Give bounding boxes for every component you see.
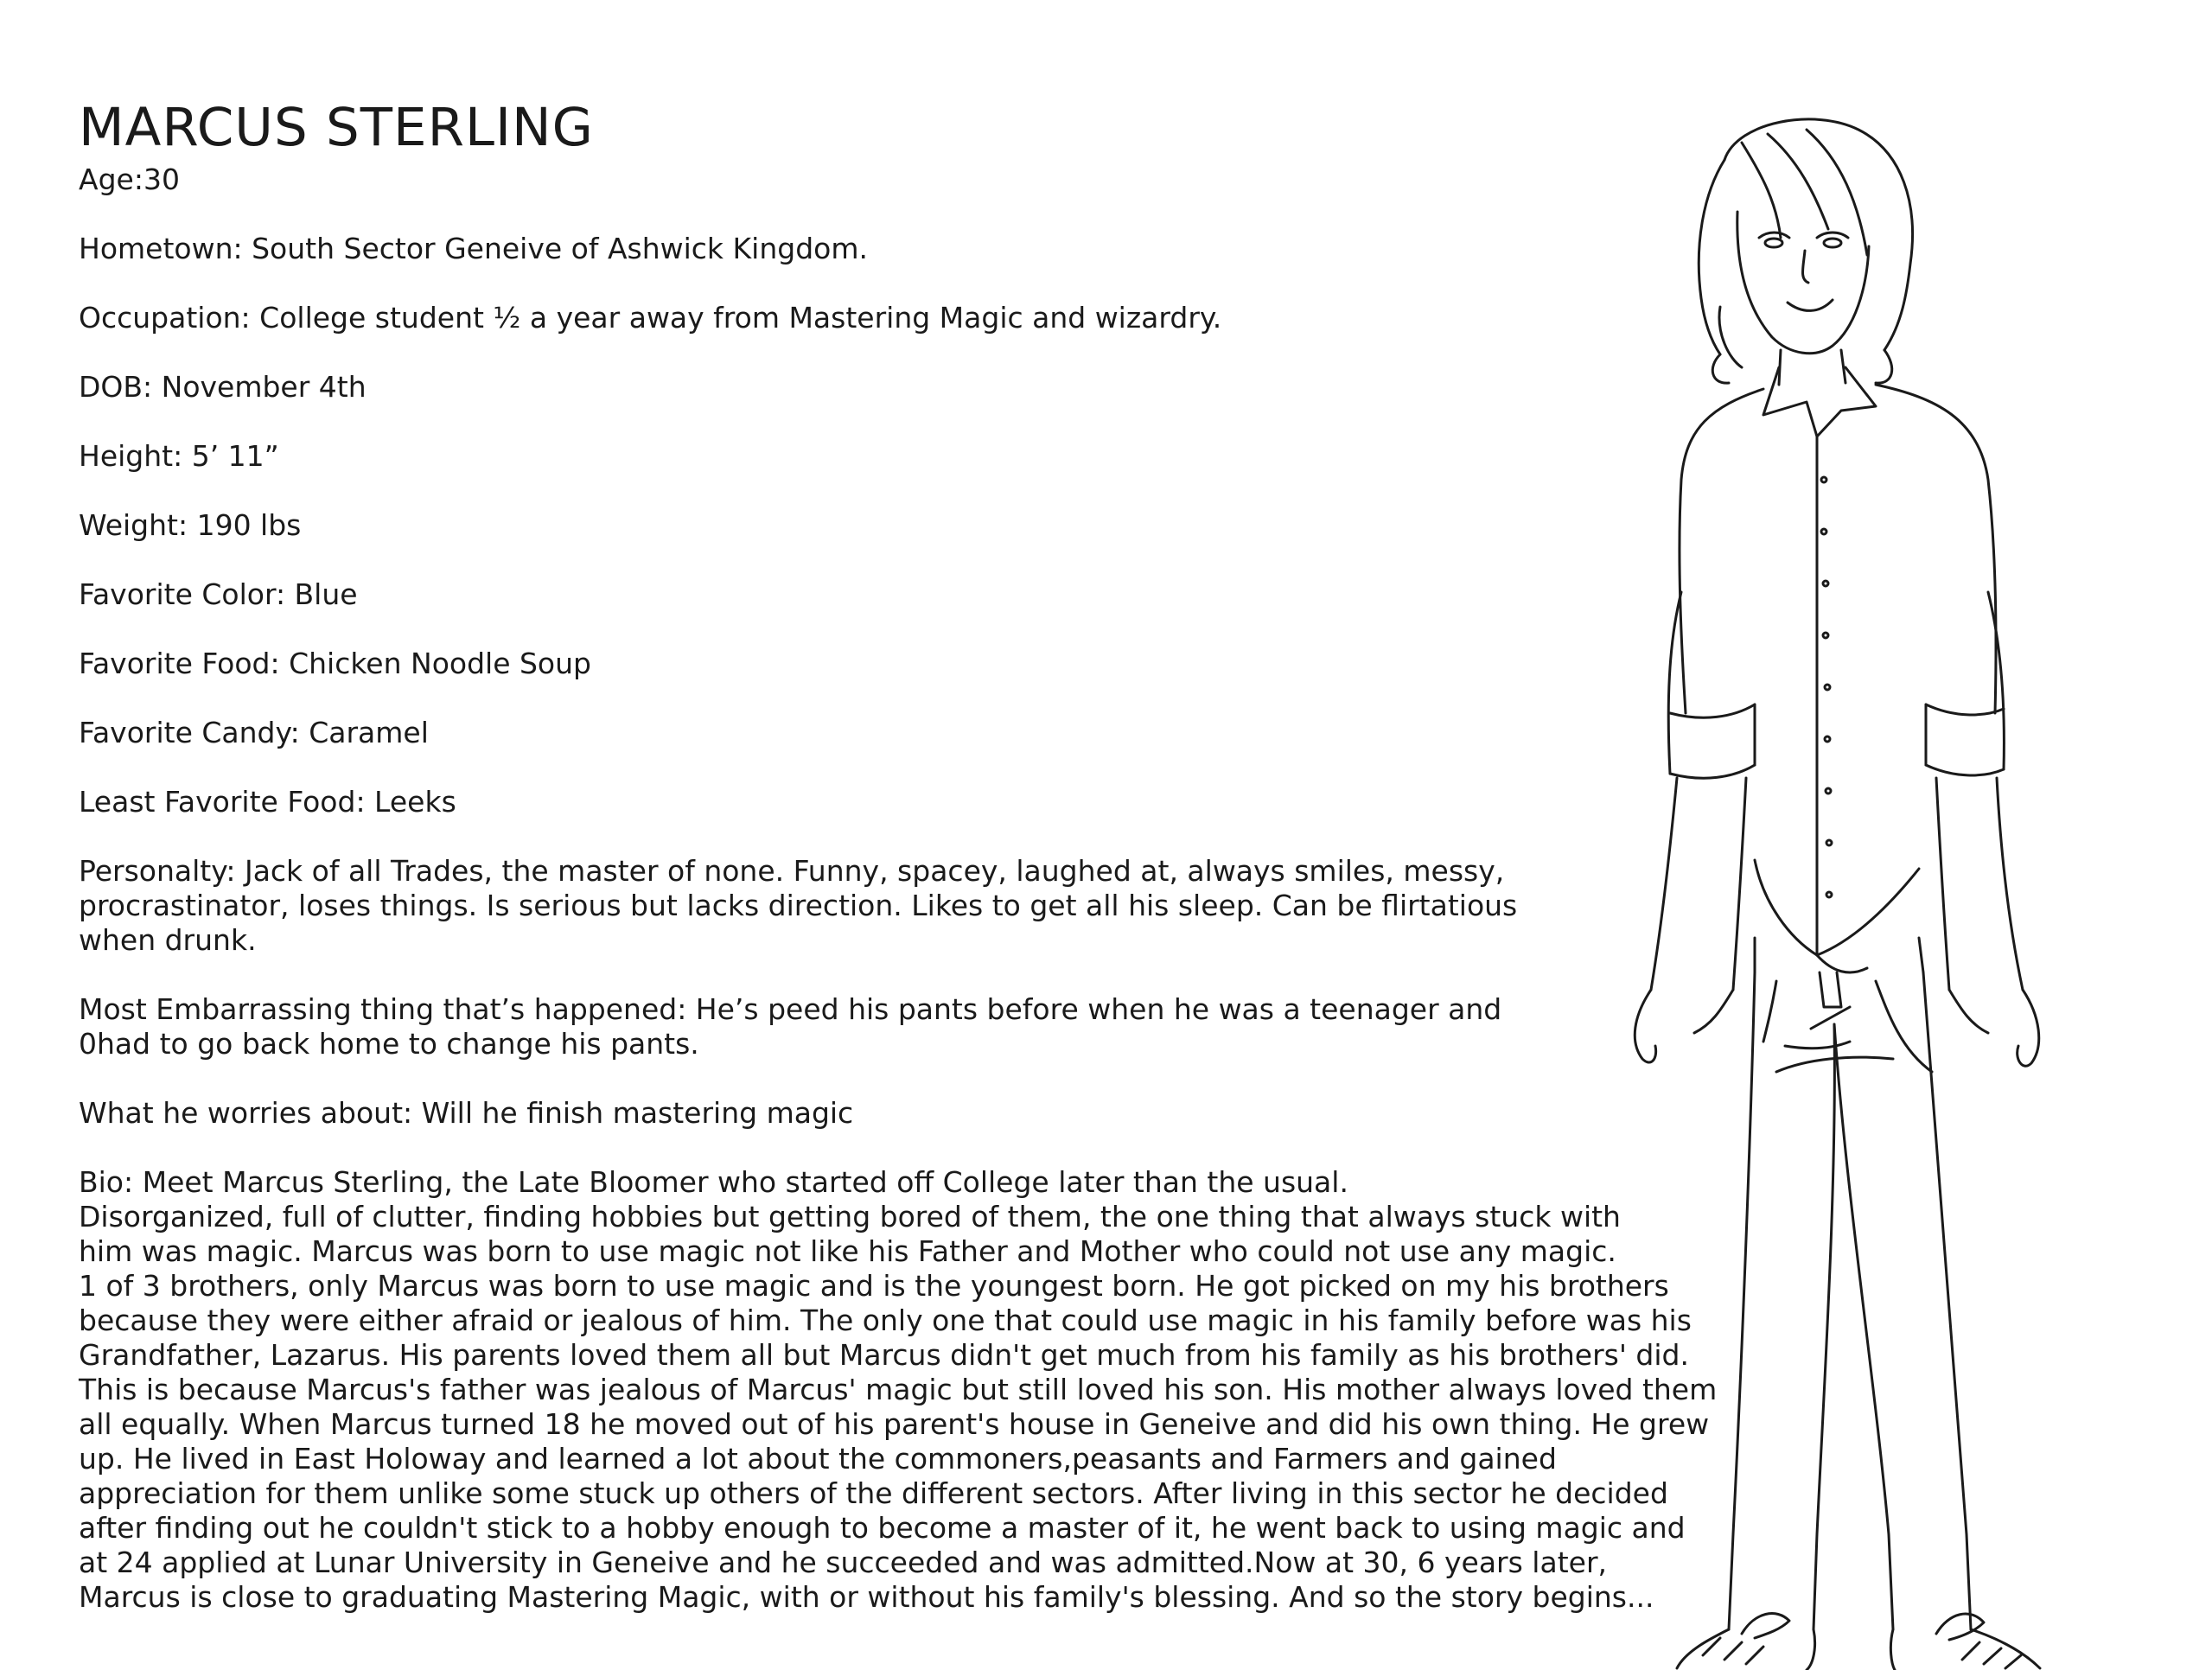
age-field: Age:30 (79, 163, 180, 196)
weight-field: Weight: 190 lbs (79, 508, 302, 542)
favorite-food-field: Favorite Food: Chicken Noodle Soup (79, 647, 591, 680)
personality-field: Personalty: Jack of all Trades, the master of none. Funny, spacey, laughed at, always smiles, messy, procrastinator, loses things. Is serious but lacks direction. Likes to get all his sleep. Can be flirtatious when drunk. (79, 854, 1518, 957)
dob-field: DOB: November 4th (79, 370, 367, 404)
least-favorite-food-field: Least Favorite Food: Leeks (79, 785, 456, 819)
favorite-candy-field: Favorite Candy: Caramel (79, 716, 429, 749)
height-field: Height: 5’ 11” (79, 439, 279, 473)
character-name: MARCUS STERLING (79, 97, 594, 158)
worries-field: What he worries about: Will he finish mastering magic (79, 1096, 854, 1130)
embarrassing-field: Most Embarrassing thing that’s happened: He’s peed his pants before when he was a teenager and 0had to go back home to change his pants. (79, 992, 1502, 1061)
hometown-field: Hometown: South Sector Geneive of Ashwick Kingdom. (79, 232, 868, 265)
occupation-field: Occupation: College student ½ a year away from Mastering Magic and wizardry. (79, 301, 1222, 335)
profile-text (79, 93, 1738, 1615)
bio-field: Bio: Meet Marcus Sterling, the Late Bloomer who started off College later than the usual. Disorganized, full of clutter, finding hobbies but getting bored of them, the one thing that always stuck with him was magic. Marcus was born to use magic not like his Father and Mother who could not use any magic. 1 of 3 brothers, only Marcus was born to use magic and is the youngest born. He got picked on my his brothers because they were either afraid or jealous of him. The only one that could use magic in his family before was his Grandfather, Lazarus. His parents loved them all but Marcus didn't get much from his family as his brothers' did. This is because Marcus's father was jealous of Marcus' magic but still loved his son. His mother always loved them all equally. When Marcus turned 18 he moved out of his parent's house in Geneive and did his own thing. He grew up. He lived in East Holoway and learned a lot about the commoners,peasants and Farmers and gained appreciation for them unlike some stuck up others of the different sectors. After living in this sector he decided after finding out he couldn't stick to a hobby enough to become a master of it, he went back to using magic and at 24 applied at Lunar University in Geneive and he succeeded and was admitted.Now at 30, 6 years later, Marcus is close to graduating Mastering Magic, with or without his family's blessing. And so the story begins... (79, 1165, 1718, 1614)
character-line-drawing-icon (1590, 108, 2144, 1670)
favorite-color-field: Favorite Color: Blue (79, 577, 358, 611)
